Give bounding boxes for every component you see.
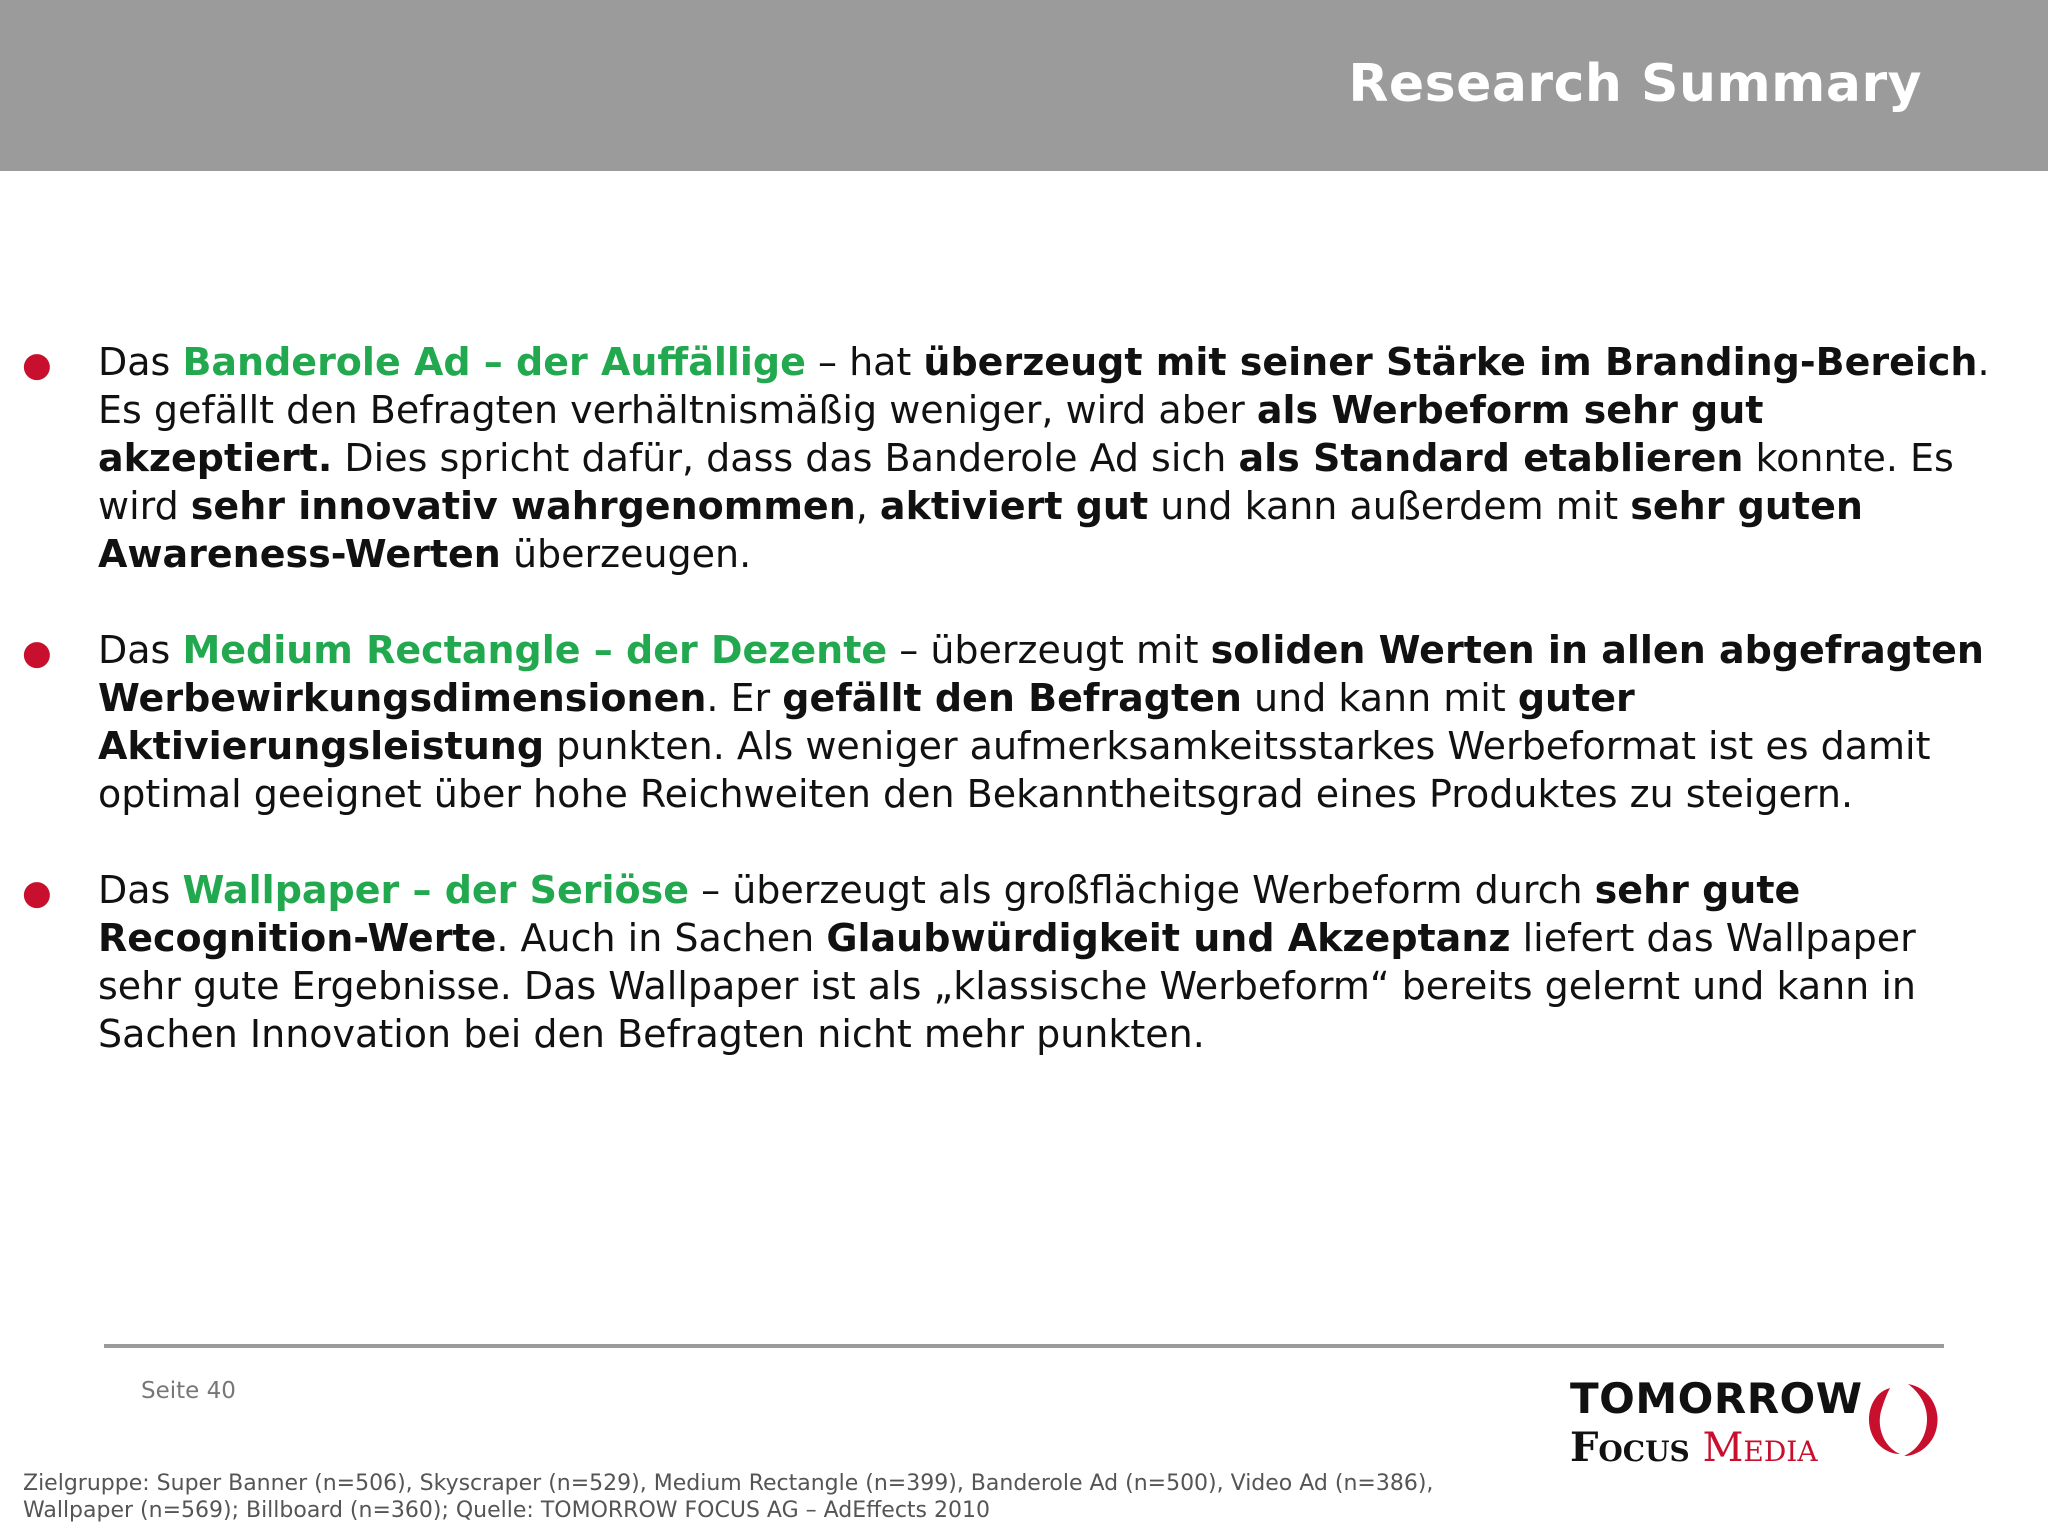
body-text: – überzeugt als großflächige Werbeform durch	[689, 868, 1595, 912]
body-text: . Es gefällt den Befragten verhältnismäßig weniger, wird aber	[98, 340, 1990, 432]
body-text: punkten. Als weniger aufmerksamkeitsstarkes Werbeformat ist es damit optimal geeignet über hohe Reichweiten den Bekanntheitsgrad eines Produktes zu steigern.	[98, 724, 1931, 816]
tomorrow-focus-media-logo	[1568, 1374, 1948, 1484]
body-text: konnte. Es wird	[98, 436, 1954, 528]
body-text: und kann außerdem mit	[1148, 484, 1631, 528]
logo-text-tomorrow: TOMORROW	[1570, 1374, 1863, 1423]
bullet-list	[0, 338, 2048, 1106]
page-title: Research Summary	[1348, 54, 1922, 114]
bullet-text	[98, 866, 2008, 1058]
highlight-text: sehr guten Awareness-Werten	[98, 484, 1863, 576]
bullet-item-medium-rectangle	[0, 626, 2048, 818]
body-text: Das	[98, 868, 183, 912]
highlight-text: als Standard etablieren	[1238, 436, 1744, 480]
body-text: Das	[98, 628, 183, 672]
highlight-text: überzeugt mit seiner Stärke im Branding-Bereich	[923, 340, 1978, 384]
highlight-text: als Werbeform sehr gut akzeptiert.	[98, 388, 1764, 480]
logo-text-media: Media	[1702, 1425, 1818, 1471]
format-name: Medium Rectangle – der Dezente	[182, 628, 888, 672]
body-text: überzeugen.	[500, 532, 752, 576]
bullet-dot-icon: ●	[22, 633, 52, 673]
highlight-text: aktiviert gut	[879, 484, 1149, 528]
footnote-line-1: Zielgruppe: Super Banner (n=506), Skyscraper (n=529), Medium Rectangle (n=399), Banderole Ad (n=500), Video Ad (n=386),	[23, 1471, 1434, 1496]
body-text: Das	[98, 340, 183, 384]
bullet-text	[98, 338, 2008, 578]
highlight-text: gefällt den Befragten	[782, 676, 1242, 720]
body-text: . Auch in Sachen	[496, 916, 827, 960]
body-text: . Er	[706, 676, 783, 720]
header-bar	[0, 0, 2048, 171]
bullet-text	[98, 626, 2008, 818]
source-footnote	[23, 1470, 1623, 1524]
body-text: und kann mit	[1241, 676, 1518, 720]
body-text: – hat	[805, 340, 924, 384]
logo-text-focus: Focus	[1570, 1424, 1690, 1471]
highlight-text: Glaubwürdigkeit und Akzeptanz	[826, 916, 1511, 960]
highlight-text: sehr gute Recognition-Werte	[98, 868, 1801, 960]
logo-swoosh-icon	[1860, 1376, 1946, 1462]
bullet-item-wallpaper	[0, 866, 2048, 1058]
body-text: ,	[855, 484, 880, 528]
format-name: Banderole Ad – der Auffällige	[182, 340, 806, 384]
logo-text-focus-media	[1570, 1424, 1818, 1471]
bullet-item-banderole-ad	[0, 338, 2048, 578]
highlight-text: guter Aktivierungsleistung	[98, 676, 1635, 768]
footer-divider	[104, 1344, 1944, 1348]
highlight-text: sehr innovativ wahrgenommen	[190, 484, 856, 528]
format-name: Wallpaper – der Seriöse	[182, 868, 690, 912]
body-text: Dies spricht dafür, dass das Banderole Ad sich	[332, 436, 1239, 480]
body-text: liefert das Wallpaper sehr gute Ergebnisse. Das Wallpaper ist als „klassische Werbeform“ bereits gelernt und kann in Sachen Innovation bei den Befragten nicht mehr punkten.	[98, 916, 1916, 1056]
page-number: Seite 40	[141, 1378, 236, 1404]
bullet-dot-icon: ●	[22, 873, 52, 913]
highlight-text: soliden Werten in allen abgefragten Werbewirkungsdimensionen	[98, 628, 1984, 720]
footnote-line-2: Wallpaper (n=569); Billboard (n=360); Quelle: TOMORROW FOCUS AG – AdEffects 2010	[23, 1498, 990, 1523]
bullet-dot-icon: ●	[22, 345, 52, 385]
body-text: – überzeugt mit	[887, 628, 1211, 672]
